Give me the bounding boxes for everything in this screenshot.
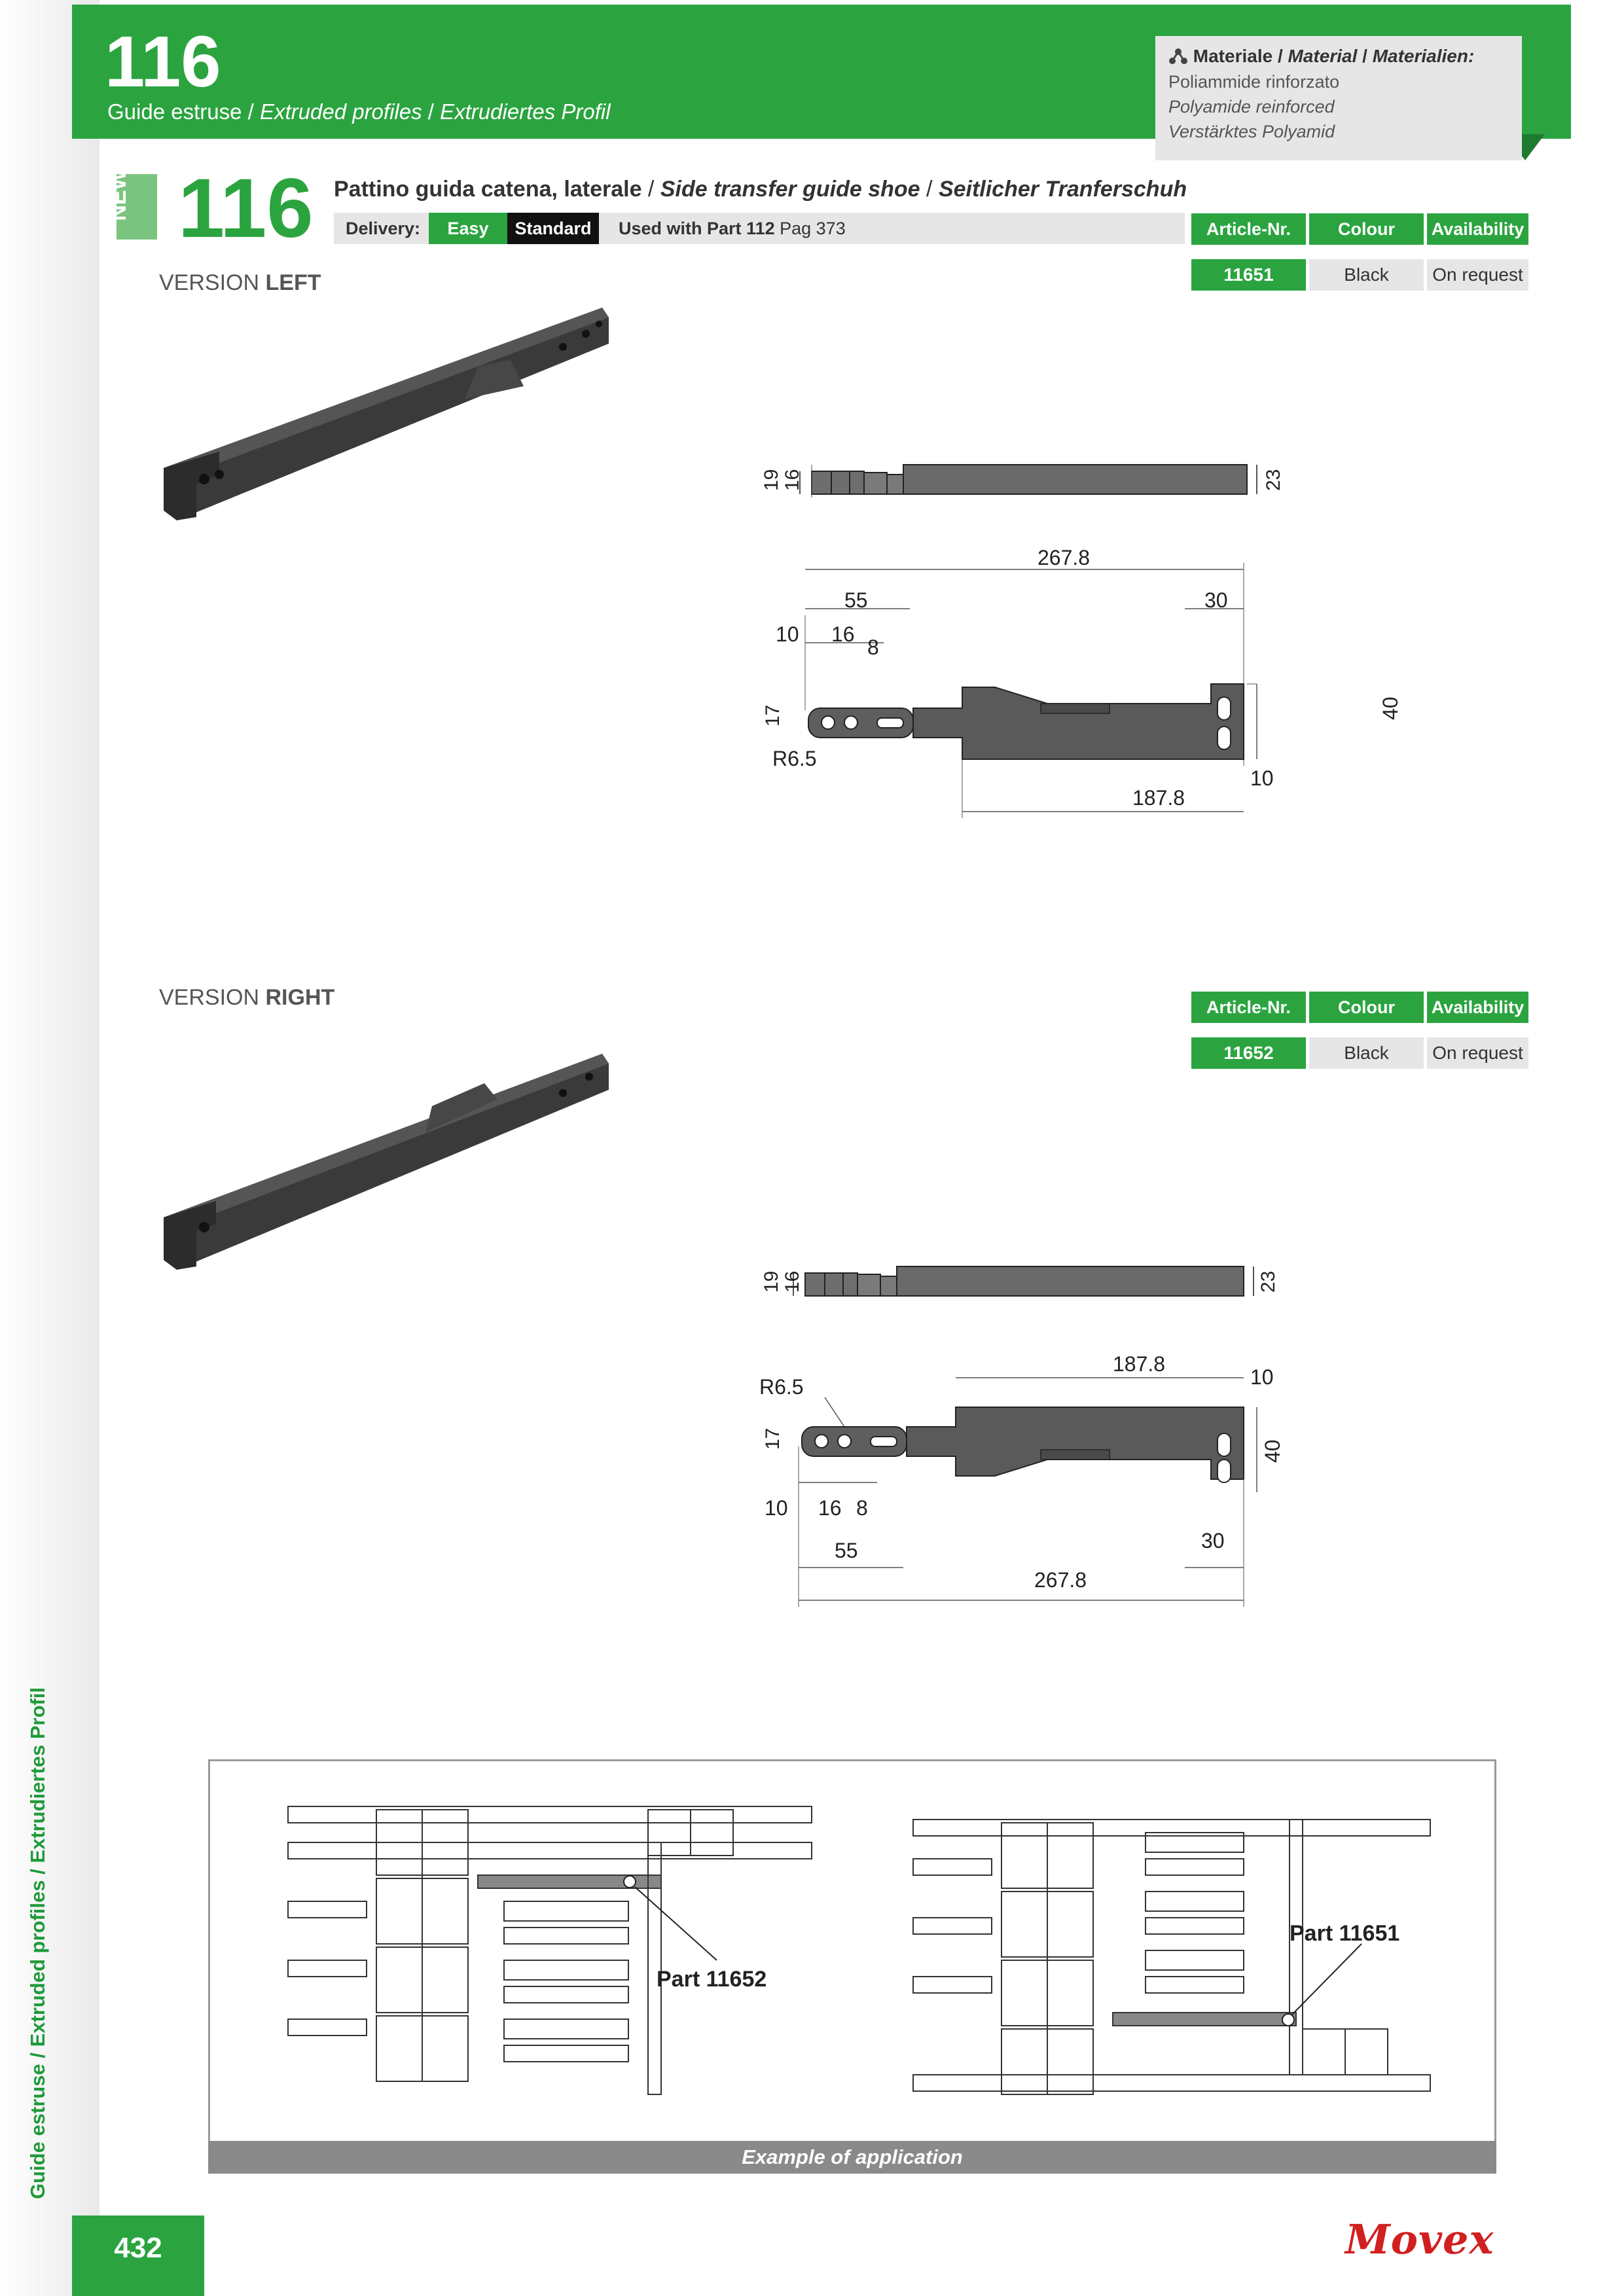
material-title-de: Materialien: [1372, 46, 1475, 66]
colour-value: Black [1309, 1037, 1424, 1069]
article-number: 11652 [1191, 1037, 1306, 1069]
dim-16: 16 [782, 1270, 803, 1293]
sep: / [1357, 46, 1373, 66]
th-colour: Colour [1309, 992, 1424, 1023]
dim-23: 23 [1263, 469, 1284, 491]
application-drawing-left [281, 1803, 818, 2104]
side-section-title: Guide estruse / Extruded profiles / Extrudiertes Profil [26, 1687, 49, 2199]
th-colour: Colour [1309, 213, 1424, 245]
header-subtitle-it: Guide estruse [107, 99, 242, 124]
sep: / [920, 177, 939, 202]
product-number: 116 [178, 162, 314, 255]
dim-10: 10 [765, 1496, 788, 1520]
brand-logo: Movex [1345, 2215, 1494, 2263]
part-11651-label: Part 11651 [1290, 1921, 1400, 1946]
material-line-it: Poliammide rinforzato [1168, 72, 1340, 92]
product-title-de: Seitlicher Tranferschuh [938, 177, 1187, 202]
th-article: Article-Nr. [1191, 992, 1306, 1023]
header-subtitle-de: Extrudiertes Profil [440, 99, 611, 124]
material-line-en: Polyamide reinforced [1168, 97, 1335, 117]
dim-187-8: 187.8 [1132, 786, 1185, 810]
dim-16b: 16 [831, 622, 855, 646]
dim-30: 30 [1204, 588, 1228, 612]
top-view-left [762, 546, 1402, 818]
dim-55: 55 [835, 1539, 858, 1562]
header-number: 116 [105, 22, 221, 102]
dim-10b: 10 [1250, 1365, 1274, 1389]
version-prefix: VERSION [159, 270, 260, 295]
material-title [1168, 46, 1474, 67]
colour-value: Black [1309, 259, 1424, 291]
sep: / [641, 177, 660, 202]
dim-8: 8 [856, 1496, 868, 1520]
product-render-left [157, 288, 628, 563]
material-line-de: Verstärktes Polyamid [1168, 122, 1335, 141]
dim-267-8: 267.8 [1034, 1568, 1087, 1592]
version-prefix: VERSION [159, 985, 260, 1010]
material-title-en: Material [1288, 46, 1358, 66]
used-with-page: Pag 373 [780, 219, 846, 238]
th-availability: Availability [1427, 213, 1528, 245]
material-icon [1168, 48, 1188, 65]
dim-267-8: 267.8 [1038, 546, 1091, 569]
version-side: RIGHT [265, 985, 335, 1010]
side-view-right [761, 1266, 1279, 1296]
availability-value: On request [1427, 259, 1528, 291]
dim-19: 19 [761, 469, 782, 491]
delivery-easy-badge: Easy [429, 213, 507, 244]
application-drawing-right [910, 1813, 1460, 2101]
header-subtitle-en: Extruded profiles [259, 99, 422, 124]
technical-drawing-right [687, 1250, 1407, 1617]
dim-17: 17 [762, 1427, 784, 1450]
dim-17: 17 [762, 704, 784, 726]
dim-187-8: 187.8 [1113, 1352, 1166, 1376]
th-article: Article-Nr. [1191, 213, 1306, 245]
new-badge-text: NEW [106, 169, 131, 221]
sep: / [242, 99, 260, 124]
dim-30: 30 [1201, 1529, 1225, 1552]
dim-16b: 16 [818, 1496, 842, 1520]
product-title-en: Side transfer guide shoe [660, 177, 920, 202]
application-caption: Example of application [208, 2141, 1496, 2174]
radius-r6-5: R6.5 [772, 747, 817, 770]
availability-value: On request [1427, 1037, 1528, 1069]
top-view-right [759, 1352, 1284, 1607]
product-title [334, 177, 1187, 202]
sep: / [422, 99, 441, 124]
product-title-it: Pattino guida catena, laterale [334, 177, 642, 202]
used-with [619, 213, 846, 244]
delivery-standard-badge: Standard [507, 213, 599, 244]
used-with-part: Used with Part 112 [619, 219, 775, 238]
dim-55: 55 [844, 588, 868, 612]
dim-8: 8 [867, 636, 879, 659]
sep: / [1272, 46, 1288, 66]
dim-10: 10 [776, 622, 799, 646]
radius-r6-5: R6.5 [759, 1375, 804, 1399]
dim-19: 19 [761, 1270, 782, 1293]
product-render-right [157, 1034, 628, 1309]
side-view-left [761, 465, 1284, 497]
part-11651-marker [1282, 2014, 1294, 2026]
page-number: 432 [114, 2232, 162, 2264]
header-subtitle [107, 99, 611, 124]
article-number: 11651 [1191, 259, 1306, 291]
dim-10b: 10 [1250, 766, 1274, 790]
dim-23: 23 [1257, 1270, 1279, 1293]
part-11652-marker [624, 1876, 636, 1888]
delivery-label: Delivery: [345, 219, 421, 238]
version-side: LEFT [265, 270, 321, 295]
th-availability: Availability [1427, 992, 1528, 1023]
material-title-it: Materiale [1193, 46, 1273, 66]
version-right-label [159, 985, 334, 1011]
dim-40: 40 [1379, 696, 1402, 720]
dim-40: 40 [1261, 1439, 1284, 1463]
technical-drawing-left [687, 458, 1407, 825]
dim-16: 16 [782, 469, 803, 491]
part-11652-label: Part 11652 [657, 1967, 767, 1992]
